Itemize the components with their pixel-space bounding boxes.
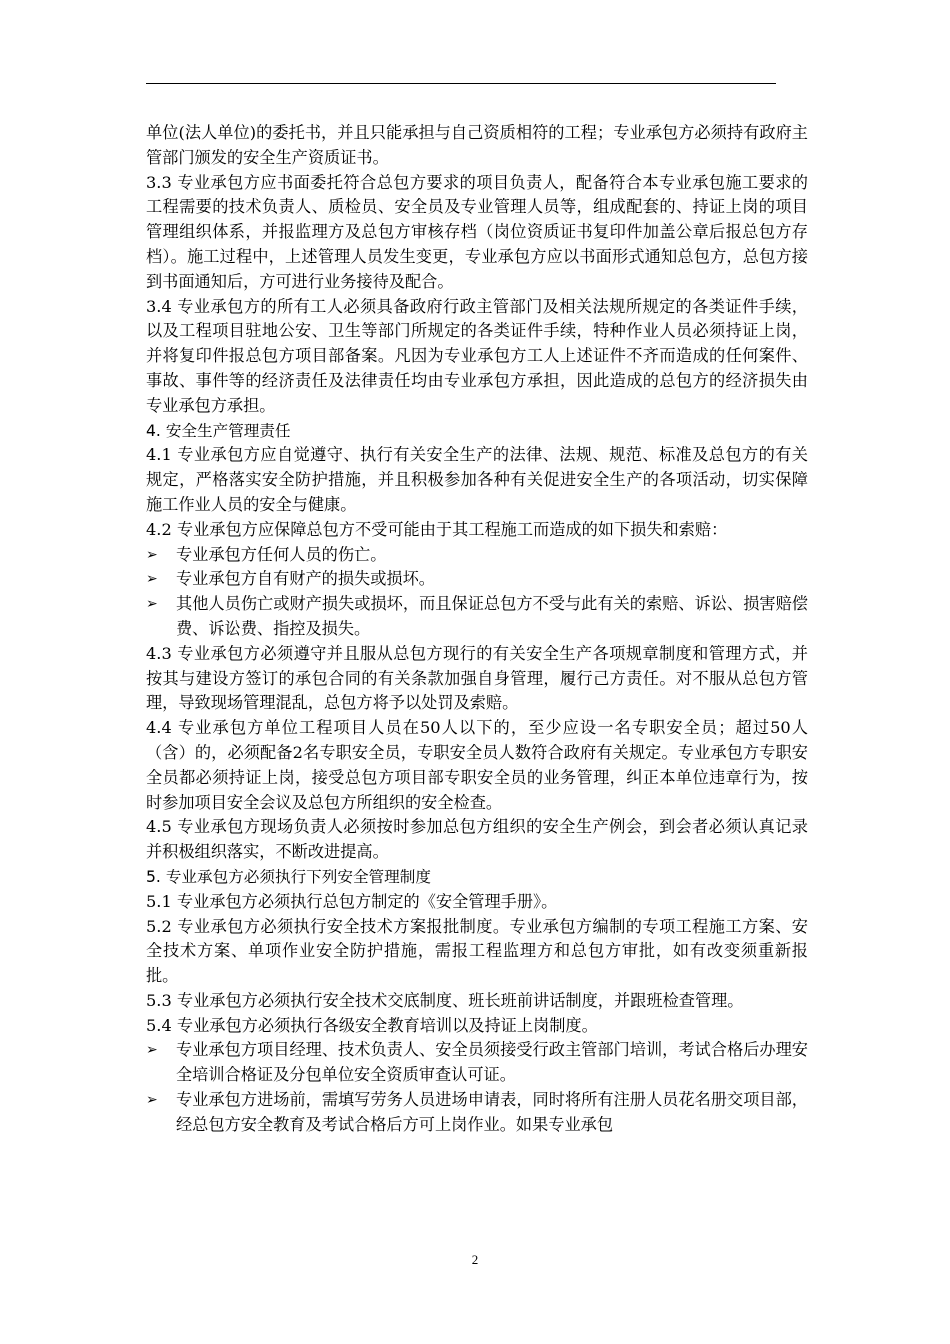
paragraph-5-2: 5.2 专业承包方必须执行安全技术方案报批制度。专业承包方编制的专项工程施工方案、安全技术方案、单项作业安全防护措施，需报工程监理方和总包方审批，如有改变须重新报批。 [146,916,808,986]
bullet-item [146,592,808,642]
paragraph-5-1: 5.1 专业承包方必须执行总包方制定的《安全管理手册》。 [146,891,558,911]
page-number: 2 [471,1252,479,1267]
paragraph-4-3: 4.3 专业承包方必须遵守并且服从总包方现行的有关安全生产各项规章制度和管理方式，并按其与建设方签订的承包合同的有关条款加强自身管理，履行己方责任。对不服从总包方管理，导致现场管理混乱，总包方将予以处罚及索赔。 [146,643,808,713]
bullet-item [146,543,808,568]
bullet-text: 其他人员伤亡或财产损失或损坏，而且保证总包方不受与此有关的索赔、诉讼、损害赔偿费、诉讼费、指控及损失。 [176,594,808,638]
paragraph-4-2: 4.2 专业承包方应保障总包方不受可能由于其工程施工而造成的如下损失和索赔： [146,519,728,539]
paragraph-intro: 单位(法人单位)的委托书，并且只能承担与自己资质相符的工程；专业承包方必须持有政府主管部门颁发的安全生产资质证书。 [146,123,808,167]
bullet-text: 专业承包方项目经理、技术负责人、安全员须接受行政主管部门培训，考试合格后办理安全培训合格证及分包单位安全资质审查认可证。 [176,1040,808,1085]
bullet-item [146,1038,808,1088]
paragraph-3-3: 3.3 专业承包方应书面委托符合总包方要求的项目负责人，配备符合本专业承包施工要求的工程需要的技术负责人、质检员、安全员及专业管理人员等，组成配套的、持证上岗的项目管理组织体系，并报监理方及总包方审核存档（岗位资质证书复印件加盖公章后报总包方存档）。施工过程中，上述管理人员发生变更，专业承包方应以书面形式通知总包方，总包方接到书面通知后，方可进行业务接待及配合。 [146,172,808,291]
section-heading-4: 4. 安全生产管理责任 [146,421,291,440]
paragraph-4-5: 4.5 专业承包方现场负责人必须按时参加总包方组织的安全生产例会，到会者必须认真记录并积极组织落实，不断改进提高。 [146,817,808,862]
arrow-bullet-icon: ➢ [146,571,158,588]
arrow-bullet-icon: ➢ [146,546,158,563]
bullet-text: 专业承包方任何人员的伤亡。 [176,544,387,564]
document-body [146,121,808,1138]
paragraph-3-4: 3.4 专业承包方的所有工人必须具备政府行政主管部门及相关法规所规定的各类证件手续，以及工程项目驻地公安、卫生等部门所规定的各类证件手续，特种作业人员必须持证上岗，并将复印件报总包方项目部备案。凡因为专业承包方工人上述证件不齐而造成的任何案件、事故、事件等的经济责任及法律责任均由专业承包方承担，因此造成的总包方的经济损失由专业承包方承担。 [146,296,808,415]
paragraph-5-3: 5.3 专业承包方必须执行安全技术交底制度、班长班前讲话制度，并跟班检查管理。 [146,990,744,1010]
bullet-text: 专业承包方自有财产的损失或损坏。 [176,569,435,589]
bullet-text: 专业承包方进场前，需填写劳务人员进场申请表，同时将所有注册人员花名册交项目部，经总包方安全教育及考试合格后方可上岗作业。如果专业承包 [176,1090,808,1134]
section-heading-5: 5. 专业承包方必须执行下列安全管理制度 [146,867,431,886]
header-rule [146,83,776,84]
paragraph-4-4: 4.4 专业承包方单位工程项目人员在50人以下的，至少应设一名专职安全员；超过50人（含）的，必须配备2名专职安全员，专职安全员人数符合政府有关规定。专业承包方专职安全员都必须持证上岗，接受总包方项目部专职安全员的业务管理，纠正本单位违章行为，按时参加项目安全会议及总包方所组织的安全检查。 [146,718,808,812]
arrow-bullet-icon: ➢ [146,1092,158,1109]
arrow-bullet-icon: ➢ [146,1042,158,1059]
bullet-item [146,1088,808,1138]
bullet-item [146,567,808,592]
paragraph-5-4: 5.4 专业承包方必须执行各级安全教育培训以及持证上岗制度。 [146,1015,598,1035]
arrow-bullet-icon: ➢ [146,596,158,613]
paragraph-4-1: 4.1 专业承包方应自觉遵守、执行有关安全生产的法律、法规、规范、标准及总包方的有关规定，严格落实安全防护措施，并且积极参加各种有关促进安全生产的各项活动，切实保障施工作业人员的安全与健康。 [146,445,808,514]
